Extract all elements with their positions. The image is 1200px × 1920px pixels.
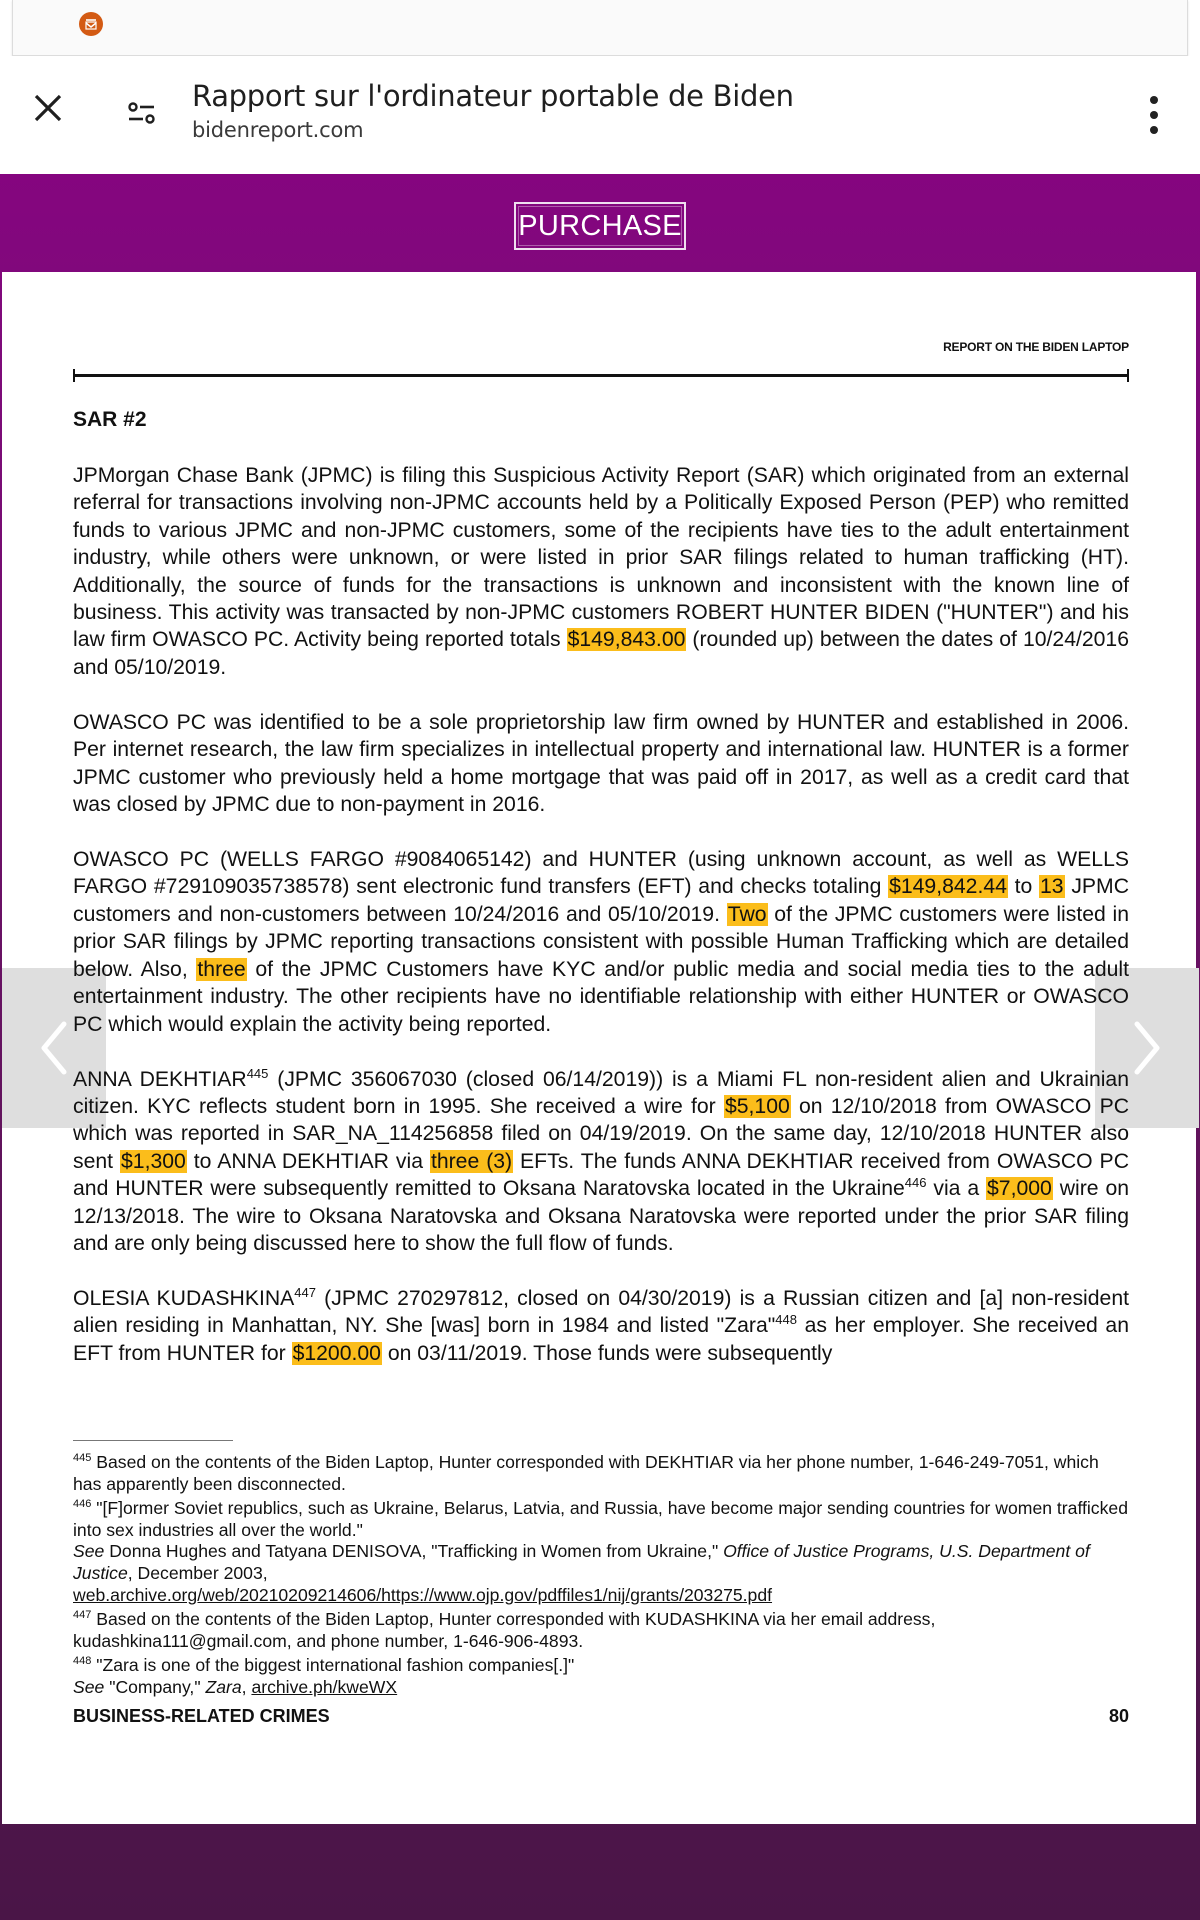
notification-bar — [12, 0, 1188, 56]
footnote-number: 445 — [73, 1452, 92, 1465]
text: ANNA DEKHTIAR — [73, 1067, 247, 1091]
publisher: Office of Justice Programs, U.S. Department of Justice — [73, 1541, 1090, 1583]
header-rule — [73, 374, 1129, 377]
footnotes — [73, 1452, 1129, 1702]
body-text — [73, 462, 1129, 1395]
footnote-rule — [73, 1440, 233, 1441]
more-vert-icon — [1150, 96, 1158, 104]
text: EFTs. The funds ANNA DEKHTIAR received from OWASCO PC and HUNTER were subsequently remitted to Oksana Naratovska located in the Ukraine — [73, 1149, 1129, 1201]
footnote-number: 447 — [73, 1609, 92, 1622]
footnote-text: "Zara is one of the biggest international fashion companies[.]" — [91, 1655, 575, 1676]
text: on 03/11/2019. Those funds were subsequently — [381, 1341, 833, 1365]
site-content — [0, 174, 1200, 1920]
text: of the JPMC Customers have KYC and/or public media and social media ties to the adult entertainment industry. The other recipients have no identifiable relationship with either HUNTER or OWASCO PC which would explain the activity being reported. — [73, 957, 1129, 1036]
source: Zara — [205, 1676, 242, 1697]
text: JPMorgan Chase Bank (JPMC) is filing this Suspicious Activity Report (SAR) which originated from an external referral for transactions involving non-JPMC accounts held by a Politically Exposed Person (PEP) who remitted funds to various JPMC and non-JPMC customers, some of the recipients have ties to the adult entertainment industry, while others were unknown, or were listed in prior SAR filings related to human trafficking (HT). Additionally, the source of funds for the transactions is unknown and inconsistent with the known line of business. This activity was transacted by non-JPMC customers ROBERT HUNTER BIDEN ("HUNTER") and his law firm OWASCO PC. Activity being reported totals — [73, 464, 1129, 652]
page-url[interactable]: bidenreport.com — [192, 118, 364, 142]
text: JPMC customers and non-customers between 10/24/2016 and 05/10/2019. — [73, 875, 1129, 926]
footnote-ref[interactable]: 447 — [294, 1284, 316, 1300]
page-settings-button[interactable] — [120, 92, 164, 136]
footnote-number: 446 — [73, 1498, 92, 1511]
chevron-left-icon — [34, 1018, 74, 1078]
highlight: three — [197, 957, 246, 981]
citation-link[interactable]: archive.ph/kweWX — [251, 1676, 398, 1697]
highlight: three (3) — [430, 1149, 513, 1173]
highlight: $149,842.44 — [889, 875, 1007, 899]
footnote-number: 448 — [73, 1655, 92, 1668]
paragraph-1 — [73, 462, 1129, 681]
close-button[interactable] — [26, 86, 70, 130]
text: (JPMC 356067030 (closed 06/14/2019)) is a Miami FL non-resident alien and Ukrainian citizen. KYC reflects student born in 1995. She received a wire for — [73, 1067, 1129, 1118]
paragraph-2: OWASCO PC was identified to be a sole proprietorship law firm owned by HUNTER and established in 2006. Per internet research, the law firm specializes in intellectual property and international law. HUNTER is a former JPMC customer who previously held a home mortgage that was paid off in 2017, as well as a credit card that was closed by JPMC due to non-payment in 2016. — [73, 710, 1129, 817]
citation: "Company," — [104, 1676, 206, 1697]
close-icon — [33, 93, 63, 123]
text: OWASCO PC (WELLS FARGO #9084065142) and HUNTER (using unknown account, as well as WELLS FARGO #729109035738578) sent electronic fund transfers (EFT) and checks totaling — [73, 848, 1129, 899]
footnote-ref[interactable]: 445 — [246, 1065, 269, 1081]
highlight: $1,300 — [121, 1149, 186, 1173]
footer-section: BUSINESS-RELATED CRIMES — [73, 1706, 330, 1726]
text: on 12/10/2018 from OWASCO PC which was reported in SAR_NA_114256858 filed on 04/19/2019. On the same day, 12/10/2018 HUNTER also sent — [73, 1094, 1129, 1173]
section-heading: SAR #2 — [73, 408, 147, 431]
tab-title-block — [192, 78, 794, 142]
mail-app-icon[interactable] — [79, 12, 103, 36]
text: OLESIA KUDASHKINA — [73, 1286, 295, 1310]
highlight: Two — [727, 902, 767, 926]
running-head: REPORT ON THE BIDEN LAPTOP — [943, 340, 1129, 354]
highlight: $149,843.00 — [567, 628, 686, 652]
more-options-button[interactable] — [1136, 90, 1172, 140]
see-label: See — [73, 1676, 105, 1697]
citation-date: , December 2003, — [127, 1562, 268, 1583]
highlight: $7,000 — [987, 1177, 1052, 1201]
page-title: Rapport sur l'ordinateur portable de Biden — [192, 79, 794, 113]
previous-page-button[interactable] — [2, 968, 106, 1128]
footnote-text: "[F]ormer Soviet republics, such as Ukraine, Belarus, Latvia, and Russia, have become major sending countries for women trafficked into sex industries all over the world." — [73, 1498, 1128, 1540]
highlight: $1200.00 — [292, 1341, 381, 1365]
next-page-button[interactable] — [1095, 968, 1199, 1128]
text: to ANNA DEKHTIAR via — [186, 1149, 430, 1173]
text: wire on 12/13/2018. The wire to Oksana Naratovska and Oksana Naratovska were reported under the prior SAR filing and are only being discussed here to show the full flow of funds. — [73, 1177, 1130, 1255]
footnote-446 — [73, 1498, 1129, 1606]
text: (JPMC 270297812, closed on 04/30/2019) is a Russian citizen and [a] non-resident alien residing in Manhattan, NY. She [was] born in 1984 and listed "Zara" — [73, 1286, 1129, 1338]
text: of the JPMC customers were listed in prior SAR filings by JPMC reporting transactions consistent with possible Human Trafficking which are detailed below. Also, — [73, 902, 1129, 981]
text: (rounded up) between the dates of 10/24/2016 and 05/10/2019. — [73, 628, 1129, 679]
page-number: 80 — [1108, 1706, 1129, 1726]
footnote-ref[interactable]: 448 — [775, 1312, 797, 1328]
page-settings-icon — [126, 98, 158, 130]
footnote-text: Based on the contents of the Biden Laptop, Hunter corresponded with DEKHTIAR via her phone number, 1-646-249-7051, which has apparently been disconnected. — [73, 1452, 1099, 1494]
custom-tab-toolbar — [0, 56, 1200, 174]
text: to — [1007, 875, 1040, 899]
separator: , — [241, 1676, 252, 1697]
document-content — [73, 272, 1129, 1824]
see-label: See — [73, 1541, 105, 1562]
paragraph-3 — [73, 846, 1129, 1038]
text: via a — [926, 1177, 987, 1201]
footnote-447 — [73, 1609, 1129, 1652]
more-vert-icon-dot — [1150, 126, 1158, 134]
footnote-ref[interactable]: 446 — [904, 1175, 927, 1191]
paragraph-4 — [73, 1066, 1129, 1258]
citation: Donna Hughes and Tatyana DENISOVA, "Trafficking in Women from Ukraine," — [104, 1541, 724, 1562]
chevron-right-icon — [1127, 1018, 1167, 1078]
highlight: $5,100 — [724, 1094, 790, 1118]
purchase-button[interactable]: PURCHASE — [514, 202, 686, 250]
footnote-445 — [73, 1452, 1129, 1495]
footnote-text: Based on the contents of the Biden Laptop, Hunter corresponded with KUDASHKINA via her email address, kudashkina111@gmail.com, and phone number, 1-646-906-4893. — [73, 1609, 936, 1651]
highlight: 13 — [1040, 875, 1064, 899]
document-page — [2, 272, 1196, 1824]
citation-link[interactable]: web.archive.org/web/20210209214606/https://www.ojp.gov/pdffiles1/nij/grants/203275.pdf — [73, 1584, 773, 1605]
paragraph-5 — [73, 1285, 1129, 1367]
text: as her employer. She received an EFT from HUNTER for — [73, 1314, 1129, 1365]
more-vert-icon-dot — [1150, 111, 1158, 119]
footnote-448 — [73, 1655, 1129, 1698]
